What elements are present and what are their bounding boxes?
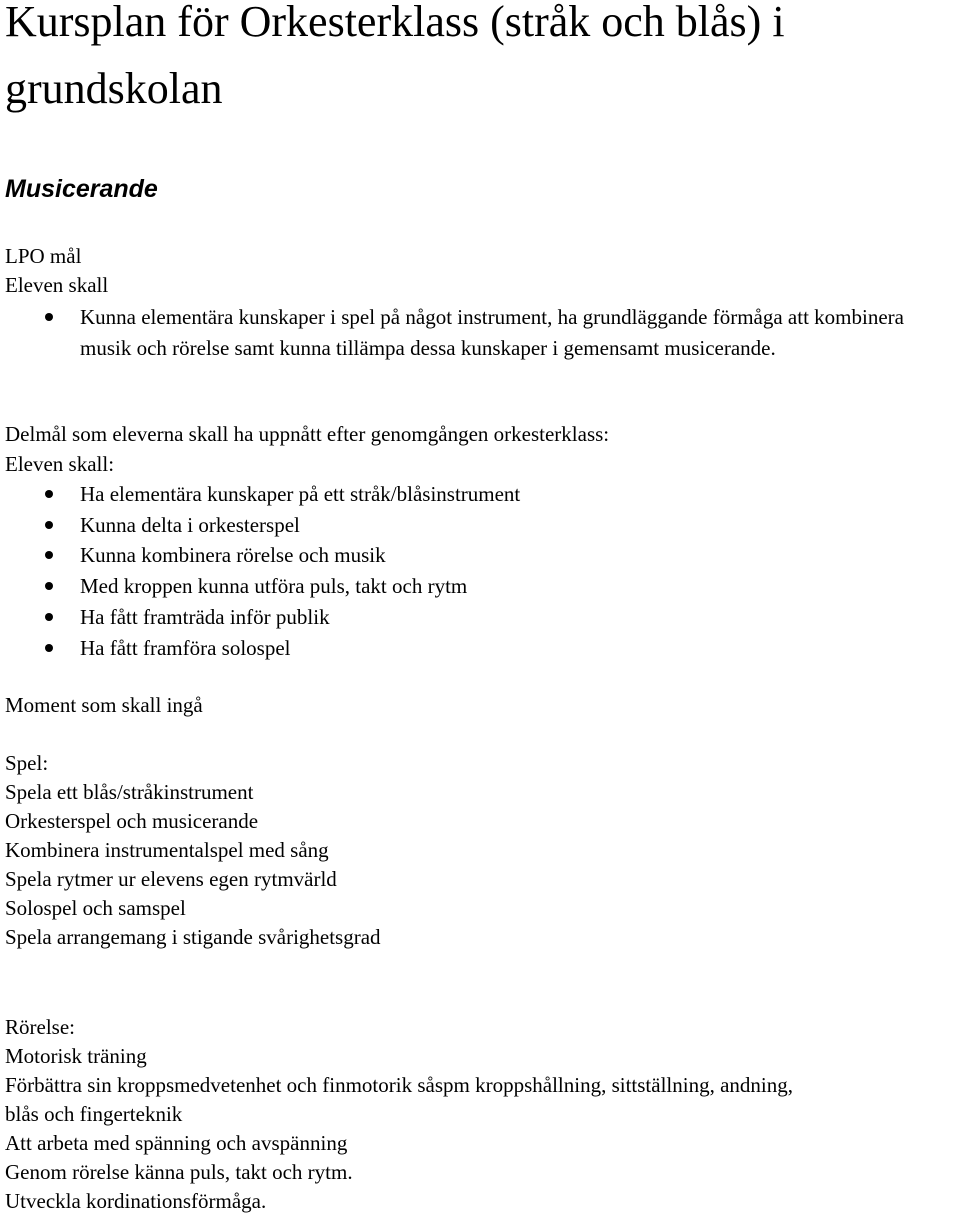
rorelse-label: Rörelse:	[5, 1015, 75, 1039]
section-heading: Musicerande	[5, 175, 158, 203]
list-item-text: Kunna kombinera rörelse och musik	[80, 543, 386, 568]
spel-item: Kombinera instrumentalspel med sång	[5, 838, 329, 862]
list-item	[5, 479, 957, 510]
spel-item: Solospel och samspel	[5, 896, 186, 920]
list-item	[5, 302, 957, 363]
lpo-label: LPO mål	[5, 244, 82, 268]
spel-item: Spela arrangemang i stigande svårighetsgrad	[5, 925, 381, 949]
spel-label: Spel:	[5, 751, 49, 775]
delmal-goal-list	[5, 479, 957, 663]
bullet-icon	[45, 582, 53, 590]
list-item	[5, 540, 957, 571]
rorelse-item: Utveckla kordinationsförmåga.	[5, 1189, 267, 1213]
list-item-text: Ha fått framföra solospel	[80, 635, 291, 660]
list-item-text: Ha elementära kunskaper på ett stråk/blåsinstrument	[80, 482, 521, 506]
list-item-text: Kunna elementära kunskaper i spel på något instrument, ha grundläggande förmåga att kombinera musik och rörelse samt kunna tillämpa dessa kunskaper i gemensamt musicerande.	[80, 305, 904, 360]
list-item-text: Med kroppen kunna utföra puls, takt och rytm	[80, 574, 468, 599]
bullet-icon	[45, 644, 53, 652]
bullet-icon	[45, 490, 53, 498]
spel-item: Orkesterspel och musicerande	[5, 809, 259, 833]
rorelse-item: Genom rörelse känna puls, takt och rytm.	[5, 1160, 353, 1184]
document-title: Kursplan för Orkesterklass (stråk och blås) i grundskolan	[5, 0, 785, 113]
rorelse-item: blås och fingerteknik	[5, 1102, 183, 1126]
spel-item: Spela ett blås/stråkinstrument	[5, 780, 254, 804]
lpo-goal-list	[5, 302, 957, 363]
delmal-subject: Eleven skall:	[5, 452, 115, 476]
spel-item: Spela rytmer ur elevens egen rytmvärld	[5, 867, 337, 891]
list-item	[5, 602, 957, 633]
list-item	[5, 571, 957, 602]
bullet-icon	[45, 551, 53, 559]
bullet-icon	[45, 521, 53, 529]
list-item-text: Ha fått framträda inför publik	[80, 604, 330, 629]
list-item	[5, 510, 957, 541]
rorelse-item: Förbättra sin kroppsmedvetenhet och finmotorik såspm kroppshållning, sittställning, andning,	[5, 1073, 793, 1097]
moment-label: Moment som skall ingå	[5, 693, 203, 717]
bullet-icon	[45, 613, 53, 621]
list-item-text: Kunna delta i orkesterspel	[80, 512, 300, 537]
lpo-subject: Eleven skall	[5, 273, 109, 297]
rorelse-item: Motorisk träning	[5, 1044, 147, 1068]
rorelse-item: Att arbeta med spänning och avspänning	[5, 1131, 348, 1155]
list-item	[5, 633, 957, 664]
bullet-icon	[45, 313, 53, 321]
delmal-label: Delmål som eleverna skall ha uppnått efter genomgången orkesterklass:	[5, 422, 610, 446]
